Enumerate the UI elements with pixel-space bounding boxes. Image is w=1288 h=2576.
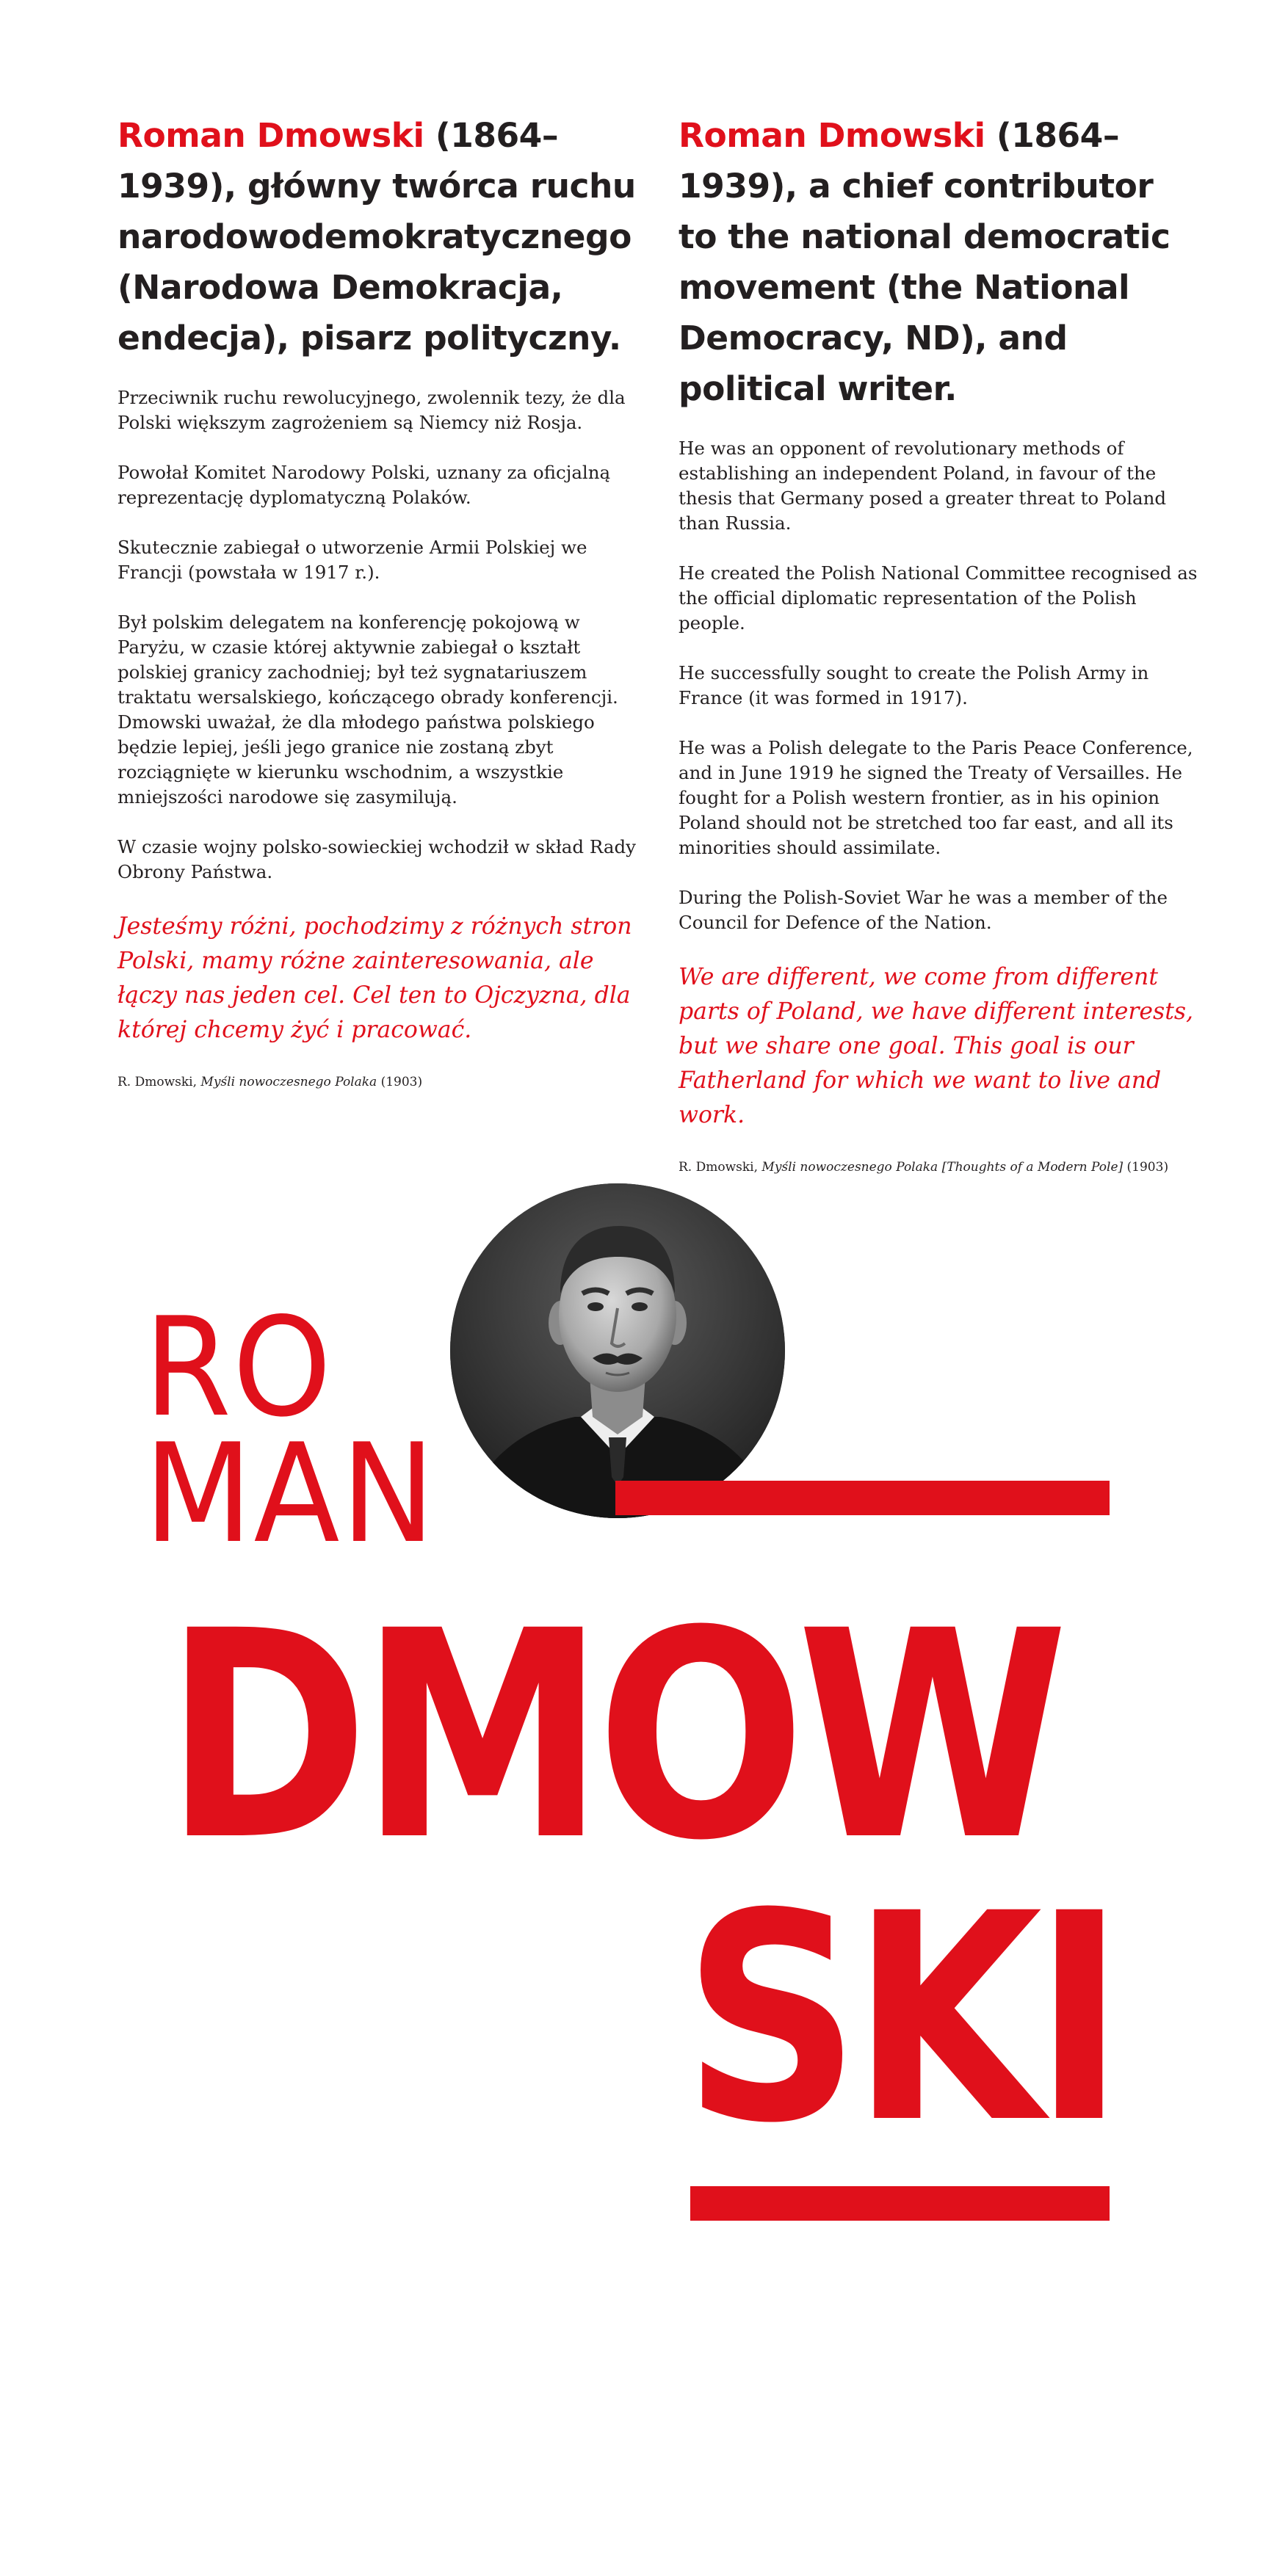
polish-paragraph: Powołał Komitet Narodowy Polski, uznany za oficjalną reprezentację dyplomatyczną Polaków. bbox=[117, 462, 611, 508]
polish-paragraph: Był polskim delegatem na konferencję pokojową w Paryżu, w czasie której aktywnie zabiegał o kształt polskiej granicy zachodniej; był też sygnatariuszem traktatu wersalskiego, kończącego obrady konferencji. Dmowski uważał, że dla młodego państwa polskiego będzie lepiej, jeśli jego granice nie zostaną zbyt rozciągnięte w kierunku wschodnim, a wszystkie mniejszości narodowe się zasymilują. bbox=[117, 612, 618, 808]
poster-ro: RO bbox=[144, 1288, 333, 1447]
poster-dmow: DMOW bbox=[164, 1570, 1060, 1903]
english-paragraph: He was a Polish delegate to the Paris Peace Conference, and in June 1919 he signed the Treaty of Versailles. He fought for a Polish western frontier, as in his opinion Poland should not be stretched too far east, and all its minorities should assimilate. bbox=[679, 737, 1193, 858]
english-body bbox=[679, 436, 1200, 1177]
polish-cite-title: Myśli nowoczesnego Polaka bbox=[200, 1075, 377, 1089]
english-paragraph: During the Polish-Soviet War he was a member of the Council for Defence of the Nation. bbox=[679, 887, 1168, 933]
polish-paragraph: Skutecznie zabiegał o utworzenie Armii Polskiej we Francji (powstała w 1917 r.). bbox=[117, 537, 587, 583]
accent-bar-bottom bbox=[690, 2186, 1110, 2221]
english-cite-author: R. Dmowski, bbox=[679, 1160, 762, 1175]
polish-column bbox=[117, 110, 639, 1092]
english-paragraph: He created the Polish National Committee recognised as the official diplomatic representation of the Polish people. bbox=[679, 562, 1198, 634]
accent-bar-top bbox=[615, 1481, 1110, 1515]
polish-citation bbox=[117, 1073, 639, 1092]
polish-heading-rest: (1864–1939), główny twórca ruchu narodowodemokratycznego (Narodowa Demokracja, endecja), pisarz polityczny. bbox=[117, 116, 636, 358]
polish-heading-name: Roman Dmowski bbox=[117, 116, 424, 155]
english-cite-title: Myśli nowoczesnego Polaka [Thoughts of a Modern Pole] bbox=[761, 1160, 1124, 1175]
portrait-photo bbox=[450, 1183, 785, 1518]
english-citation bbox=[679, 1158, 1200, 1177]
english-heading bbox=[679, 110, 1200, 414]
polish-cite-year: (1903) bbox=[377, 1075, 423, 1089]
english-paragraph: He successfully sought to create the Polish Army in France (it was formed in 1917). bbox=[679, 662, 1149, 708]
poster-man: MAN bbox=[144, 1414, 437, 1573]
poster-ski: SKI bbox=[683, 1852, 1117, 2185]
english-cite-year: (1903) bbox=[1123, 1160, 1169, 1175]
polish-cite-author: R. Dmowski, bbox=[117, 1075, 201, 1089]
english-heading-rest: (1864–1939), a chief contributor to the national democratic movement (the National Democracy, ND), and political writer. bbox=[679, 116, 1171, 408]
polish-paragraph: Przeciwnik ruchu rewolucyjnego, zwolennik tezy, że dla Polski większym zagrożeniem są Niemcy niż Rosja. bbox=[117, 387, 626, 433]
polish-paragraph: W czasie wojny polsko-sowieckiej wchodził w skład Rady Obrony Państwa. bbox=[117, 836, 636, 882]
english-paragraph: He was an opponent of revolutionary methods of establishing an independent Poland, in favour of the thesis that Germany posed a greater threat to Poland than Russia. bbox=[679, 438, 1167, 534]
polish-heading bbox=[117, 110, 639, 363]
polish-quote: Jesteśmy różni, pochodzimy z różnych stron Polski, mamy różne zainteresowania, ale łączy nas jeden cel. Cel ten to Ojczyzna, dla której chcemy żyć i pracować. bbox=[117, 913, 632, 1043]
english-heading-name: Roman Dmowski bbox=[679, 116, 985, 155]
english-column bbox=[679, 110, 1200, 1177]
polish-body bbox=[117, 385, 639, 1092]
english-quote: We are different, we come from different parts of Poland, we have different interests, but we share one goal. This goal is our Fatherland for which we want to live and work. bbox=[679, 964, 1194, 1128]
portrait-illustration bbox=[450, 1183, 785, 1518]
